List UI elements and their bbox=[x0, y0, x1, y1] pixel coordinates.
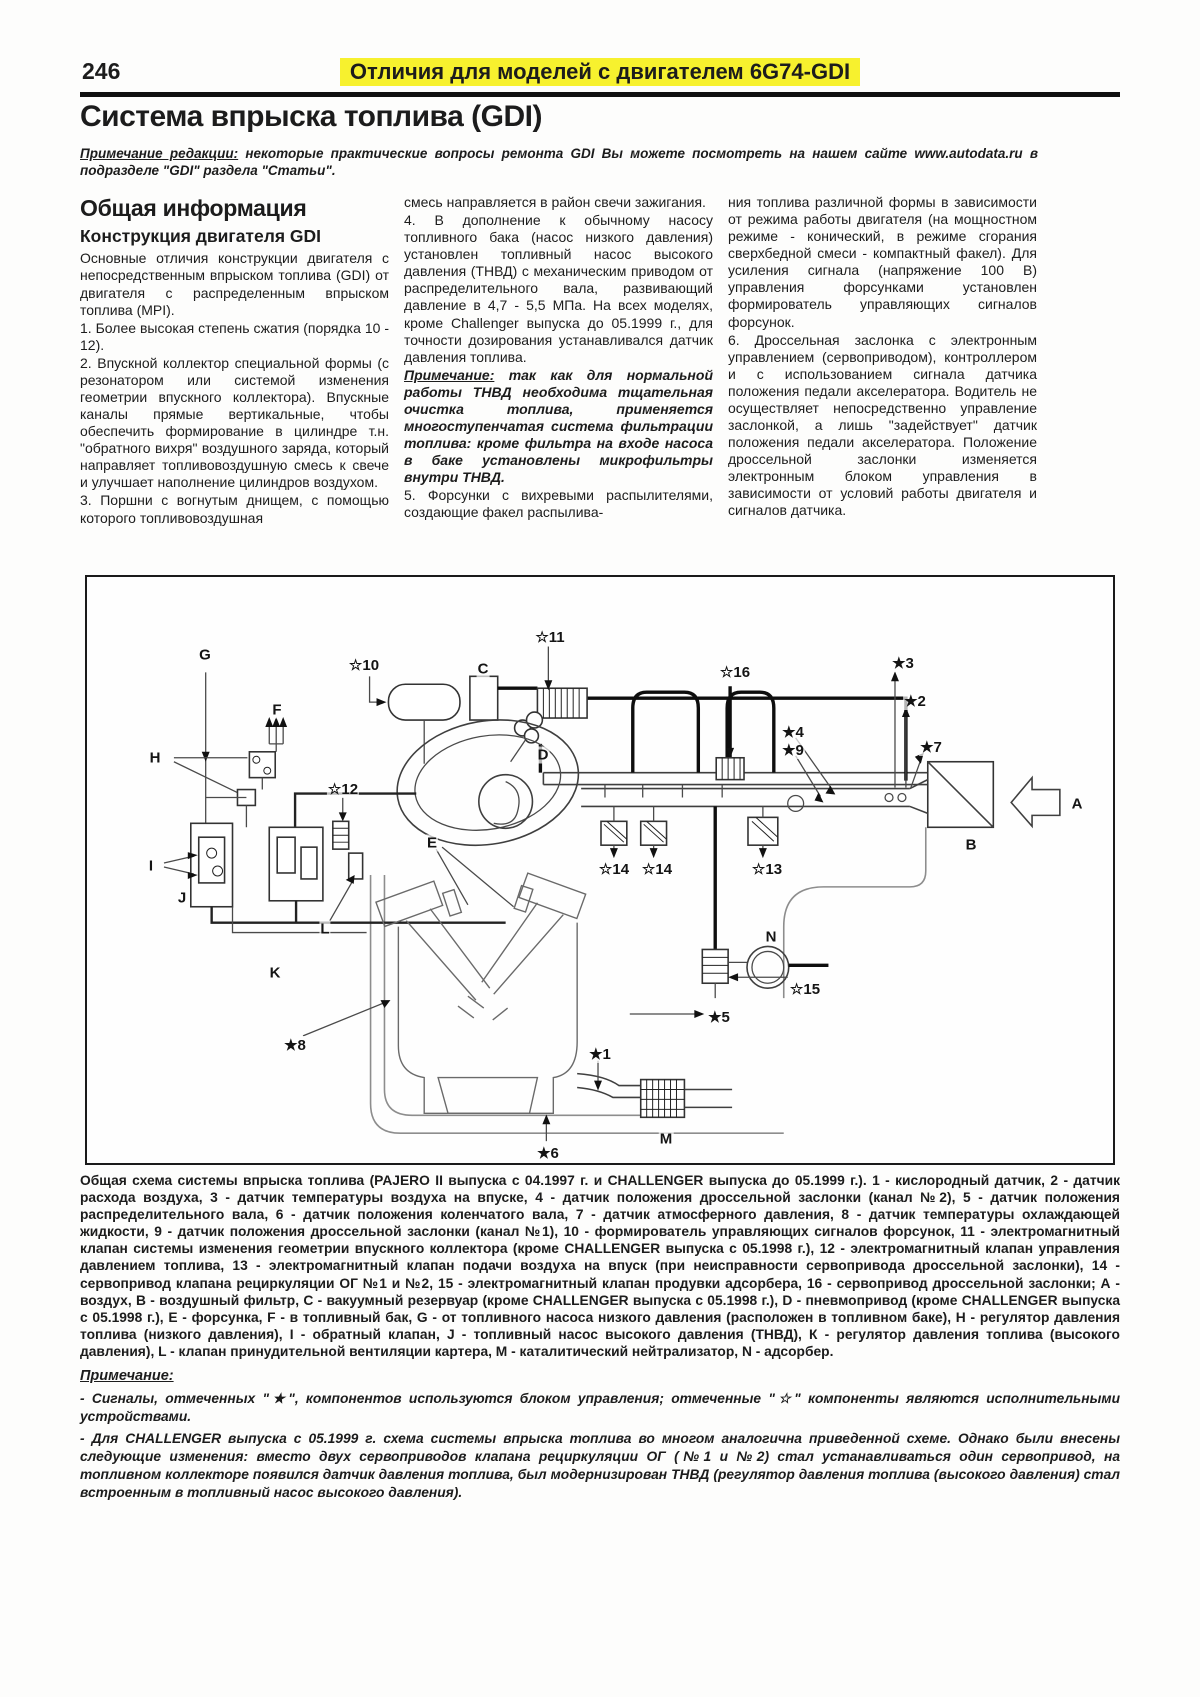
diagram-label-M: M bbox=[659, 1130, 673, 1148]
caption-block bbox=[80, 1172, 1120, 1506]
diagram-label-star6: ★6 bbox=[537, 1145, 559, 1162]
diagram-label-star14b: ☆14 bbox=[641, 861, 673, 878]
paragraph: Основные отличия конструкции двигателя с непосредственным впрыском топлива (GDI) от двигателя с распределенным впрыском топлива (MPI). bbox=[80, 250, 389, 318]
diagram-label-star10: ☆10 bbox=[348, 657, 380, 674]
fuel-injection-schematic bbox=[85, 575, 1115, 1165]
editor-note-label: Примечание редакции: bbox=[80, 146, 239, 161]
diagram-label-star9: ★9 bbox=[782, 742, 804, 759]
diagram-label-D: D bbox=[537, 746, 549, 764]
diagram-label-star3: ★3 bbox=[892, 655, 914, 672]
inline-note-label: Примечание: bbox=[404, 366, 495, 383]
inline-note-text: так как для нормальной работы ТНВД необходима тщательная очистка топлива, применяется многоступенчатая система фильтрации топлива: кроме фильтра на входе насоса в баке установлены микрофильтры внутри ТНВД. bbox=[404, 366, 713, 486]
paragraph: 3. Поршни с вогнутым днищем, с помощью которого топливовоздушная bbox=[80, 492, 389, 526]
paragraph: 6. Дроссельная заслонка с электронным управлением (сервоприводом), контроллером и с использованием сигнала датчика положения педали акселератора. Водитель не осуществляет непосредственно управление заслонкой, а лишь "задействует" датчик положения педали акселератора. Положение дроссельной заслонки изменяется электронным блоком управления в зависимости от условий работы двигателя и сигналов датчика. bbox=[728, 331, 1037, 519]
column-1 bbox=[80, 194, 389, 528]
diagram-label-B: B bbox=[965, 836, 977, 854]
editor-note-text: некоторые практические вопросы ремонта GDI Вы можете посмотреть на нашем сайте www.autodata.ru в подразделе "GDI" раздела "Статьи". bbox=[80, 146, 1038, 178]
paragraph: ния топлива различной формы в зависимости от режима работы двигателя (на мощностном режиме - конический, в режиме сгорания сверхбедной смеси - компактный факел). Для усиления сигнала (напряжение 100 В) управления форсунками установлен формирователь управляющих сигналов форсунок. bbox=[728, 194, 1037, 330]
diagram-label-star5: ★5 bbox=[708, 1009, 730, 1026]
diagram-label-C: C bbox=[477, 660, 489, 678]
diagram-label-G: G bbox=[199, 646, 211, 664]
diagram-label-J: J bbox=[177, 889, 187, 907]
paragraph: 2. Впускной коллектор специальной формы (с резонатором или системой изменения геометрии впускного коллектора). Впускные каналы прямые вертикальные, чтобы обеспечить формирование в цилиндре т.н. "обратного вихря" воздушного заряда, который направляет топливовоздушную смесь к свече и улучшает наполнение цилиндров воздухом. bbox=[80, 354, 389, 491]
notes-heading: Примечание: bbox=[80, 1368, 174, 1385]
diagram-label-E: E bbox=[426, 834, 438, 852]
header-title-highlight: Отличия для моделей с двигателем 6G74-GDI bbox=[340, 58, 860, 86]
diagram-label-H: H bbox=[149, 749, 161, 767]
diagram-label-star14a: ☆14 bbox=[598, 861, 630, 878]
diagram-label-star12: ☆12 bbox=[327, 781, 359, 798]
diagram-label-star4: ★4 bbox=[782, 724, 804, 741]
column-2 bbox=[404, 194, 713, 528]
page-header bbox=[80, 56, 1120, 97]
diagram-label-F: F bbox=[272, 701, 282, 719]
diagram-label-star15: ☆15 bbox=[789, 981, 821, 998]
diagram-label-star8: ★8 bbox=[284, 1037, 306, 1054]
note-item: - Сигналы, отмеченных "★", компонентов используются блоком управления; отмеченные "☆" компоненты являются исполнительными устройствами. bbox=[80, 1391, 1120, 1424]
diagram-label-star1: ★1 bbox=[589, 1046, 611, 1063]
diagram-label-L: L bbox=[320, 920, 330, 938]
diagram-label-star11: ☆11 bbox=[535, 629, 565, 646]
diagram-label-N: N bbox=[765, 928, 777, 946]
diagram-label-I: I bbox=[148, 857, 154, 875]
section-heading: Общая информация bbox=[80, 195, 307, 221]
page-number: 246 bbox=[82, 58, 121, 84]
diagram-label-star13: ☆13 bbox=[751, 861, 783, 878]
inline-note bbox=[404, 367, 713, 487]
three-column-text bbox=[80, 194, 1038, 528]
diagram-label-K: K bbox=[269, 964, 281, 982]
column-3 bbox=[728, 194, 1037, 528]
diagram-label-star16: ☆16 bbox=[719, 664, 751, 681]
editor-note bbox=[80, 146, 1038, 180]
article-title: Система впрыска топлива (GDI) bbox=[80, 100, 542, 133]
header-title bbox=[80, 58, 1120, 86]
diagram-label-A: A bbox=[1071, 795, 1083, 813]
diagram-label-star7: ★7 bbox=[920, 739, 942, 756]
paragraph: 5. Форсунки с вихревыми распылителями, создающие факел распылива- bbox=[404, 487, 713, 521]
note-item: - Для CHALLENGER выпуска с 05.1999 г. схема системы впрыска топлива во многом аналогична приведенной схеме. Однако были внесены следующие изменения: вместо двух сервоприводов клапана рециркуляции ОГ (№1 и №2) стал устанавливаться один сервопривод, на топливном коллекторе появился датчик давления топлива, был модернизирован ТНВД (регулятор давления топлива (высокого давления) стал встроенным в топливный насос высокого давления). bbox=[80, 1430, 1120, 1500]
subsection-heading: Конструкция двигателя GDI bbox=[80, 226, 322, 247]
paragraph: 4. В дополнение к обычному насосу топливного бака (насос низкого давления) установлен топливный насос высокого давления (ТНВД) с механическим приводом от распределительного вала, развивающий давление в 4,7 - 5,5 МПа. На всех моделях, кроме Challenger выпуска до 05.1999 г., для точности дозирования устанавливался датчик давления топлива. bbox=[404, 212, 713, 365]
figure-caption: Общая схема системы впрыска топлива (PAJERO II выпуска с 04.1997 г. и CHALLENGER выпуска до 05.1999 г.). 1 - кислородный датчик, 2 - датчик расхода воздуха, 3 - датчик температуры воздуха на впуске, 4 - датчик положения дроссельной заслонки (канал №2), 5 - датчик положения распределительного вала, 6 - датчик положения коленчатого вала, 7 - датчик атмосферного давления, 8 - датчик температуры охлаждающей жидкости, 9 - датчик положения дроссельной заслонки (канал №1), 10 - формирователь управляющих сигналов форсунок, 11 - электромагнитный клапан системы изменения геометрии впускного коллектора (кроме CHALLENGER выпуска с 05.1998 г.), 12 - электромагнитный клапан управления давлением топлива, 13 - электромагнитный клапан подачи воздуха на впуск (при неисправности сервопривода дроссельной заслонки), 14 - сервопривод клапана рециркуляции ОГ №1 и №2, 15 - электромагнитный клапан продувки адсорбера, 16 - сервопривод дроссельной заслонки; А - воздух, В - воздушный фильтр, С - вакуумный резервуар (кроме CHALLENGER выпуска с 05.1998 г.), D - пневмопривод (кроме CHALLENGER выпуска с 05.1998 г.), Е - форсунка, F - в топливный бак, G - от топливного насоса низкого давления (расположен в топливном баке), Н - регулятор давления топлива (низкого давления), I - обратный клапан, J - топливный насос высокого давления (ТНВД), К - регулятор давления топлива (высокого давления), L - клапан принудительной вентиляции картера, М - каталитический нейтрализатор, N - адсорбер. bbox=[80, 1173, 1120, 1359]
paragraph: смесь направляется в район свечи зажигания. bbox=[404, 194, 706, 210]
diagram-label-star2: ★2 bbox=[904, 693, 926, 710]
paragraph: 1. Более высокая степень сжатия (порядка 10 - 12). bbox=[80, 319, 389, 353]
